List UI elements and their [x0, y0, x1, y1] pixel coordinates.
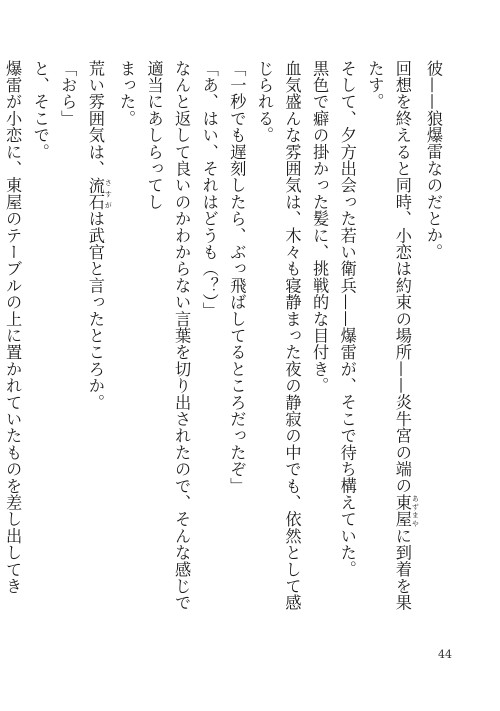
text-line	[361, 60, 420, 620]
text-line: そして、夕方出会った若い衛兵——爆雷が、そこで待ち構えていた。	[337, 60, 357, 578]
text-line: 「おら」	[58, 60, 78, 127]
text-line: 「一秒でも遅刻したら、ぶっ飛ばしてるところだったぞ」	[227, 60, 247, 495]
ruby-sasuga: 流石 さすが	[85, 176, 113, 211]
text-line: と、そこで。	[30, 60, 50, 161]
text-line: 黒色で癖の掛かった髪に、挑戦的な目付き。	[310, 60, 330, 394]
text-segment: 荒い雰囲気は、	[85, 60, 105, 177]
text-segment: は武官と言ったところか。	[85, 210, 105, 411]
text-line: 彼——狼爆雷なのだとか。	[424, 60, 443, 261]
text-line: 血気盛んな雰囲気は、木々も寝静まった夜の静寂の中でも、依然として感じられる。	[254, 60, 302, 612]
text-line: まった。	[116, 60, 136, 127]
text-line: 「あ、はい、それはどうも（？）」	[199, 60, 219, 320]
text-segment: 回想を終えると同時、小恋は約束の場所——炎牛宮の端の	[392, 60, 412, 495]
page-number: 44	[438, 648, 452, 661]
text-line: 爆雷が小恋に、東屋のテーブルの上に置かれていたものを差し出してき	[3, 60, 23, 595]
text-segment: に到着を果たす。	[365, 60, 412, 612]
text-line: なんと返して良いのかわからない言葉を切り出されたので、そんな感じで適当にあしらってし	[144, 60, 192, 612]
text-line	[81, 60, 112, 620]
vertical-text-block	[0, 60, 447, 620]
ruby-azumaya: 東屋 あずまや	[392, 494, 420, 528]
